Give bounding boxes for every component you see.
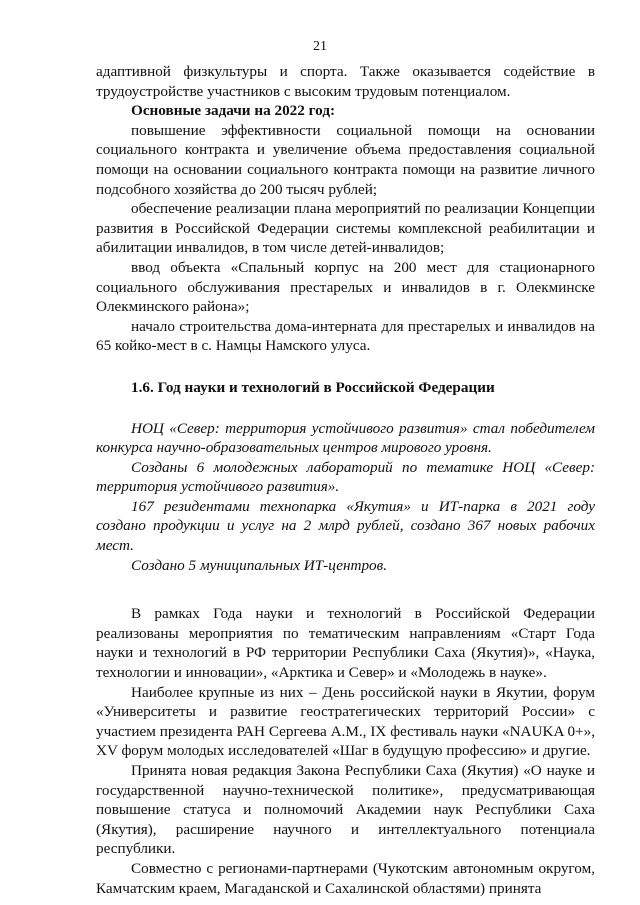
page-number: 21 — [313, 39, 327, 54]
highlight-paragraph: Создано 5 муниципальных ИТ-центров. — [131, 556, 388, 574]
task-item: обеспечение реализации плана мероприятий по реализации Концепции развития в Российской Федерации системы комплексной реабилитации и абилитации инвалидов, в том числе детей-инвалидов; — [96, 200, 595, 257]
paragraph: В рамках Года науки и технологий в Российской Федерации реализованы мероприятия по тематическим направлениям «Старт Года науки и технологий в РФ территории Республики Саха (Якутия)», «Наука, технологии и инновации», «Арктика и Север» и «Молодежь в науке». — [96, 605, 595, 682]
highlight-paragraph: НОЦ «Север: территория устойчивого развития» стал победителем конкурса научно-образовательных центров мирового уровня. — [96, 419, 595, 457]
task-item: повышение эффективности социальной помощи на основании социального контракта и увеличение объема предоставления социальной помощи на основании социального контракта помощи на развитие личного подсобного хозяйства до 200 тысяч рублей; — [96, 121, 595, 198]
highlight-paragraph: 167 резидентами технопарка «Якутия» и ИТ-парка в 2021 году создано продукции и услуг на 2 млрд рублей, создано 367 новых рабочих мест. — [96, 497, 595, 555]
highlight-paragraph: Созданы 6 молодежных лабораторий по тематике НОЦ «Север: территория устойчивого развития». — [96, 458, 595, 496]
task-item: ввод объекта «Спальный корпус на 200 мест для стационарного социального обслуживания престарелых и инвалидов в г. Олекминске Олекминского района»; — [96, 258, 595, 316]
paragraph: Совместно с регионами-партнерами (Чукотским автономным округом, Камчатским краем, Магаданской и Сахалинской областями) принята — [96, 859, 595, 897]
paragraph: Наиболее крупные из них – День российской науки в Якутии, форум «Университеты и развитие геостратегических территорий России» с участием президента РАН Сергеева А.М., IX фестиваль науки «NAUKA 0+», XV форум молодых исследователей «Шаг в будущую профессию» и другие. — [96, 683, 595, 760]
page-body — [96, 62, 595, 898]
section-heading: 1.6. Год науки и технологий в Российской Федерации — [131, 378, 495, 396]
task-item: начало строительства дома-интерната для престарелых и инвалидов на 65 койко-мест в с. Намцы Намского улуса. — [96, 317, 595, 355]
paragraph: адаптивной физкультуры и спорта. Также оказывается содействие в трудоустройстве участников с высоким трудовым потенциалом. — [96, 63, 595, 100]
paragraph: Принята новая редакция Закона Республики Саха (Якутия) «О науке и государственной научно-технической политике», предусматривающая повышение статуса и полномочий Академии наук Республики Саха (Якутия), расширение научного и интеллектуального потенциала республики. — [96, 762, 595, 858]
tasks-subheading: Основные задачи на 2022 год: — [131, 102, 336, 120]
